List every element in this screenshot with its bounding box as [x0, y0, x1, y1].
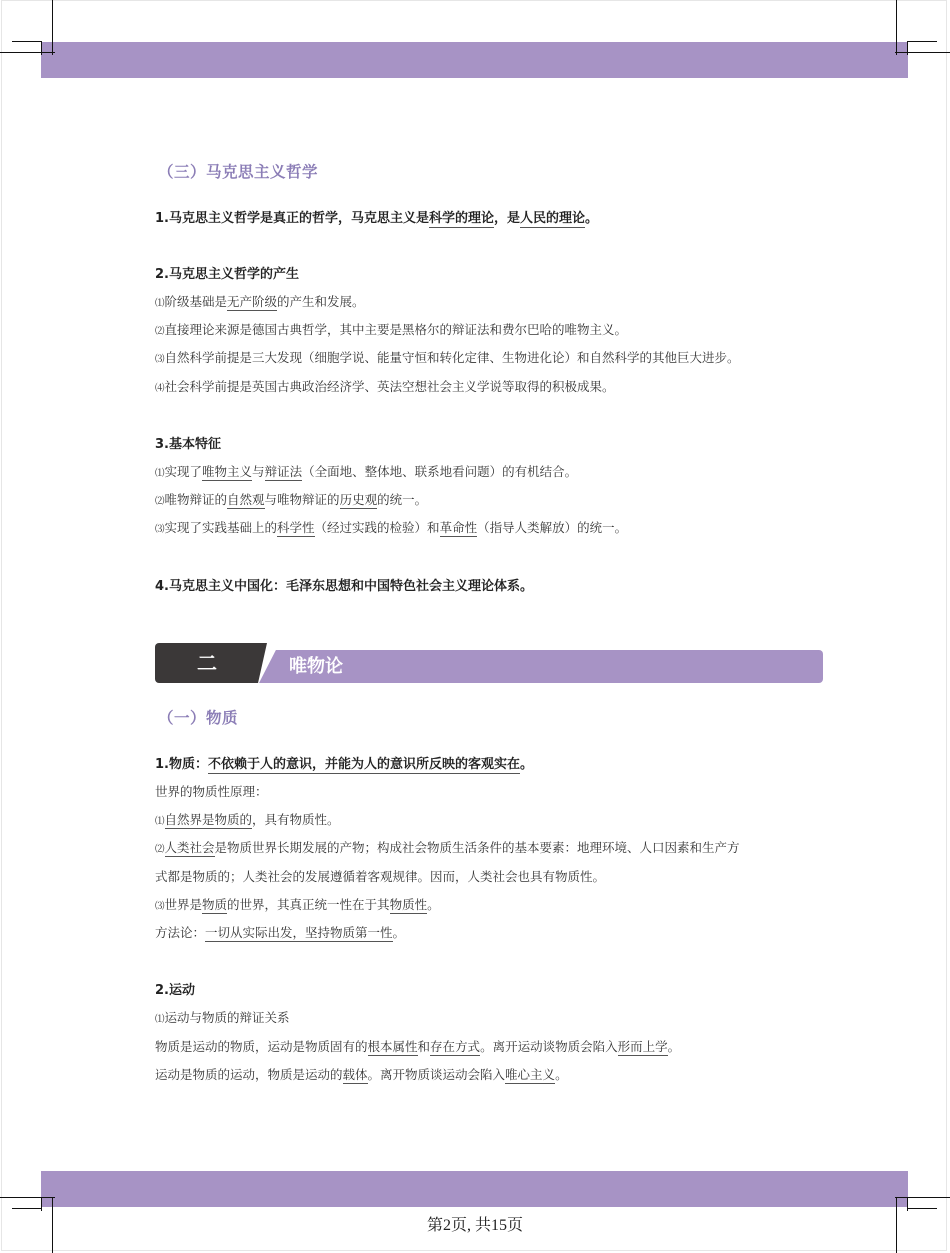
underlined-term: 形而上学	[617, 1039, 668, 1054]
underlined-term: 历史观	[339, 492, 378, 507]
section-title: 唯物论	[289, 656, 343, 677]
underlined-term: 科学的理论	[428, 211, 494, 226]
text: 。	[392, 925, 406, 940]
section-number: 二	[197, 651, 217, 675]
underlined-term: 物质性	[389, 897, 428, 912]
text: 。	[427, 897, 440, 912]
text: ，是	[494, 211, 521, 226]
underlined-term: 革命性	[439, 520, 478, 535]
list-index: ⑶	[155, 901, 165, 912]
page-frame	[1, 0, 947, 1251]
text: 直接理论来源是德国古典哲学，其中主要是黑格尔的辩证法和费尔巴哈的唯物主义。	[164, 322, 628, 337]
underlined-term: 不依赖于人的意识，并能为人的意识所反映的客观实在	[207, 757, 520, 772]
text: ，具有物质性。	[252, 812, 340, 827]
principle-label: 世界的物质性原理：	[155, 784, 268, 799]
underlined-term: 自然观	[227, 492, 265, 507]
underlined-term: 人类社会	[164, 840, 215, 855]
methodology	[155, 923, 405, 941]
text: 方法论：	[155, 925, 206, 940]
list-item	[155, 377, 615, 395]
underlined-term: 唯物主义	[202, 464, 253, 479]
text: 运动是物质的运动，物质是运动的	[155, 1067, 343, 1082]
text: （全面地、整体地、联系地看问题）的有机结合。	[302, 464, 578, 479]
section-title-bar	[155, 643, 823, 683]
text: 。	[555, 1067, 568, 1082]
list-item	[155, 895, 440, 913]
list-item	[155, 320, 627, 338]
list-item	[155, 810, 340, 828]
text: 物质是运动的物质，运动是物质固有的	[155, 1039, 368, 1054]
underlined-term: 科学性	[277, 520, 315, 535]
list-item	[155, 348, 740, 366]
list-index: ⑴	[155, 468, 165, 479]
text: 实现了	[164, 464, 203, 479]
underlined-term: 辩证法	[264, 464, 303, 479]
text: 。离开运动谈物质会陷入	[480, 1039, 618, 1054]
motion-title: 2.运动	[155, 983, 195, 998]
paragraph	[155, 1037, 680, 1055]
list-item	[155, 462, 577, 480]
text: 自然科学前提是三大发现（细胞学说、能量守恒和转化定律、生物进化论）和自然科学的其他巨大进步。	[164, 350, 740, 365]
text: 和	[417, 1039, 431, 1054]
list-item	[155, 1008, 290, 1026]
list-item	[155, 292, 365, 310]
list-index: ⑷	[155, 383, 165, 394]
paragraph	[155, 1065, 568, 1083]
list-index: ⑵	[155, 326, 165, 337]
section-title-block	[259, 650, 823, 683]
list-item	[155, 490, 427, 508]
text: 阶级基础是	[164, 294, 228, 309]
list-index: ⑴	[155, 298, 165, 309]
text: （指导人类解放）的统一。	[477, 520, 628, 535]
underlined-term: 存在方式	[430, 1039, 481, 1054]
list-index: ⑵	[155, 844, 165, 855]
list-item	[155, 518, 627, 536]
text: 。	[585, 211, 599, 226]
matter-definition	[155, 753, 533, 772]
underlined-term: 唯心主义	[505, 1067, 556, 1082]
list-index: ⑶	[155, 524, 165, 535]
page-number: 第2页, 共15页	[426, 1217, 523, 1234]
underlined-term: 物质	[202, 897, 228, 912]
underlined-term: 根本属性	[367, 1039, 418, 1054]
underlined-term: 一切从实际出发，坚持物质第一性	[205, 925, 393, 940]
text: 的产生和发展。	[277, 294, 365, 309]
text: 实现了实践基础上的	[164, 520, 278, 535]
text: 社会科学前提是英国古典政治经济学、英法空想社会主义学说等取得的积极成果。	[164, 379, 615, 394]
list-index: ⑵	[155, 496, 165, 507]
paragraph-4: 4.马克思主义中国化：毛泽东思想和中国特色社会主义理论体系。	[155, 579, 533, 594]
list-index: ⑶	[155, 354, 165, 365]
subsection-heading-matter: （一）物质	[158, 709, 239, 727]
text: 唯物辩证的	[164, 492, 228, 507]
text: 。	[667, 1039, 681, 1054]
header-band	[41, 42, 908, 78]
text: 的统一。	[377, 492, 428, 507]
text: 运动与物质的辩证关系	[164, 1010, 290, 1025]
paragraph-1	[155, 207, 598, 226]
list-item-continuation: 式都是物质的；人类社会的发展遵循着客观规律。因而，人类社会也具有物质性。	[155, 869, 606, 884]
list-index: ⑴	[155, 1014, 165, 1025]
text: 。离开物质谈运动会陷入	[367, 1067, 506, 1082]
underlined-term: 人民的理论	[520, 211, 586, 226]
underlined-term: 无产阶级	[227, 294, 278, 309]
subsection-heading-marxist-philosophy: （三）马克思主义哲学	[158, 163, 319, 181]
text: 是物质世界长期发展的产物；构成社会物质生活条件的基本要素：地理环境、人口因素和生产方	[214, 840, 740, 855]
text: （经过实践的检验）和	[314, 520, 440, 535]
footer-band	[41, 1171, 908, 1207]
text: 的世界，其真正统一性在于其	[227, 897, 390, 912]
paragraph-2-title: 2.马克思主义哲学的产生	[155, 267, 299, 282]
text: 1.马克思主义哲学是真正的哲学，马克思主义是	[155, 211, 429, 226]
text: 。	[520, 757, 534, 772]
text: 世界是	[164, 897, 203, 912]
text: 1.物质：	[155, 757, 208, 772]
list-item	[155, 838, 740, 856]
underlined-term: 自然界是物质的	[164, 812, 253, 827]
underlined-term: 载体	[342, 1067, 368, 1082]
text: 与唯物辩证的	[264, 492, 340, 507]
paragraph-3-title: 3.基本特征	[155, 437, 221, 452]
text: 与	[252, 464, 265, 479]
list-index: ⑴	[155, 816, 165, 827]
